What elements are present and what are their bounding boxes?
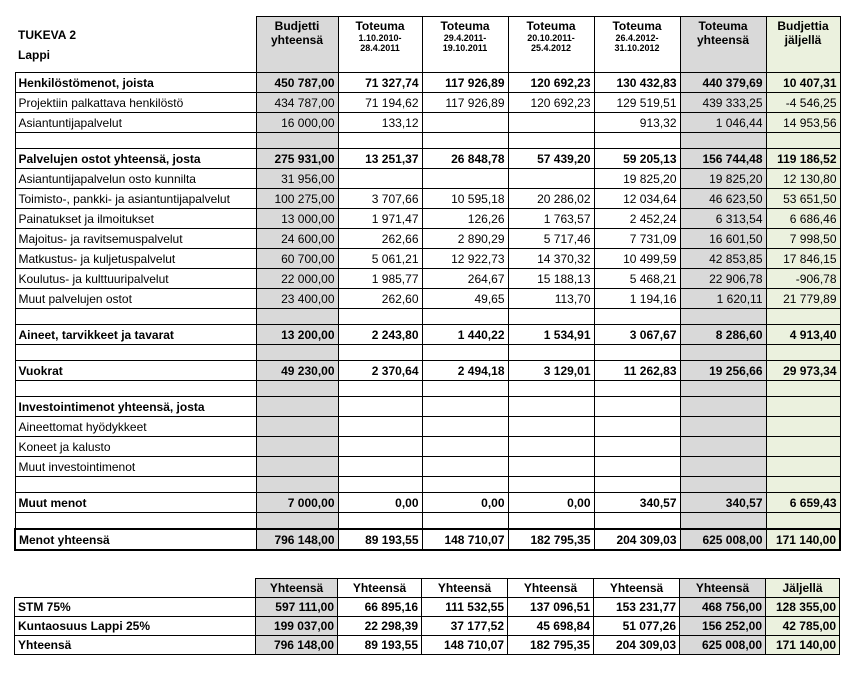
value-cell[interactable]	[256, 417, 338, 437]
empty-cell[interactable]	[594, 309, 680, 325]
summary-value-cell[interactable]: 66 895,16	[338, 598, 422, 617]
empty-cell[interactable]	[338, 381, 422, 397]
value-cell[interactable]: 3 707,66	[338, 189, 422, 209]
value-cell[interactable]	[508, 113, 594, 133]
table-row	[15, 325, 840, 345]
title-cell[interactable]	[15, 17, 256, 73]
value-cell[interactable]: 19 825,20	[680, 169, 766, 189]
empty-cell[interactable]	[422, 345, 508, 361]
value-cell[interactable]: 0,00	[508, 493, 594, 513]
column-header[interactable]	[594, 17, 680, 73]
summary-value-cell[interactable]: 137 096,51	[508, 598, 594, 617]
value-cell[interactable]	[508, 417, 594, 437]
value-cell[interactable]: 171 140,00	[766, 529, 840, 550]
empty-cell[interactable]	[680, 345, 766, 361]
value-cell[interactable]	[338, 457, 422, 477]
value-cell[interactable]	[256, 437, 338, 457]
value-cell[interactable]: 117 926,89	[422, 73, 508, 93]
table-row	[15, 229, 840, 249]
value-cell[interactable]	[422, 169, 508, 189]
empty-cell[interactable]	[508, 345, 594, 361]
summary-value-cell[interactable]: 37 177,52	[422, 617, 508, 636]
value-cell[interactable]: 24 600,00	[256, 229, 338, 249]
value-cell[interactable]: 21 779,89	[766, 289, 840, 309]
value-cell[interactable]: 20 286,02	[508, 189, 594, 209]
value-cell[interactable]: 2 370,64	[338, 361, 422, 381]
row-label[interactable]: Muut menot	[15, 493, 256, 513]
table-row	[15, 493, 840, 513]
empty-cell[interactable]	[15, 309, 256, 325]
value-cell[interactable]: 11 262,83	[594, 361, 680, 381]
value-cell[interactable]	[422, 113, 508, 133]
value-cell[interactable]: 1 534,91	[508, 325, 594, 345]
value-cell[interactable]: 5 061,21	[338, 249, 422, 269]
value-cell[interactable]: 26 848,78	[422, 149, 508, 169]
value-cell[interactable]	[680, 457, 766, 477]
value-cell[interactable]	[338, 397, 422, 417]
value-cell[interactable]: 15 188,13	[508, 269, 594, 289]
summary-row-label[interactable]: Kuntaosuus Lappi 25%	[15, 617, 256, 636]
empty-cell[interactable]	[256, 133, 338, 149]
blank-row	[15, 309, 840, 325]
value-cell[interactable]: 262,60	[338, 289, 422, 309]
row-label[interactable]: Projektiin palkattava henkilöstö	[15, 93, 256, 113]
value-cell[interactable]	[766, 457, 840, 477]
summary-row	[15, 598, 840, 617]
funding-table	[14, 578, 840, 655]
row-label[interactable]: Menot yhteensä	[15, 529, 256, 550]
row-label[interactable]: Matkustus- ja kuljetuspalvelut	[15, 249, 256, 269]
value-cell[interactable]: 262,66	[338, 229, 422, 249]
column-header[interactable]	[338, 17, 422, 73]
summary-column-header[interactable]: Yhteensä	[594, 579, 680, 598]
table-row	[15, 457, 840, 477]
value-cell[interactable]	[594, 397, 680, 417]
value-cell[interactable]	[766, 437, 840, 457]
value-cell[interactable]: 53 651,50	[766, 189, 840, 209]
value-cell[interactable]: 1 440,22	[422, 325, 508, 345]
value-cell[interactable]: 10 595,18	[422, 189, 508, 209]
blank-row	[15, 381, 840, 397]
empty-cell[interactable]	[680, 309, 766, 325]
value-cell[interactable]	[338, 437, 422, 457]
summary-value-cell[interactable]: 89 193,55	[338, 636, 422, 655]
value-cell[interactable]	[508, 169, 594, 189]
table-row	[15, 361, 840, 381]
empty-cell[interactable]	[508, 477, 594, 493]
summary-value-cell[interactable]: 468 756,00	[680, 598, 766, 617]
value-cell[interactable]: 10 499,59	[594, 249, 680, 269]
value-cell[interactable]: 2 243,80	[338, 325, 422, 345]
value-cell[interactable]: 16 000,00	[256, 113, 338, 133]
value-cell[interactable]: 6 686,46	[766, 209, 840, 229]
region-label: Lappi	[18, 48, 50, 63]
summary-value-cell[interactable]: 22 298,39	[338, 617, 422, 636]
row-label[interactable]: Koneet ja kalusto	[15, 437, 256, 457]
value-cell[interactable]: 57 439,20	[508, 149, 594, 169]
value-cell[interactable]: 8 286,60	[680, 325, 766, 345]
table-row	[15, 209, 840, 229]
value-cell[interactable]: 5 468,21	[594, 269, 680, 289]
value-cell[interactable]	[680, 437, 766, 457]
value-cell[interactable]: 1 763,57	[508, 209, 594, 229]
value-cell[interactable]: 23 400,00	[256, 289, 338, 309]
empty-cell[interactable]	[15, 133, 256, 149]
summary-value-cell[interactable]: 625 008,00	[680, 636, 766, 655]
value-cell[interactable]: 19 825,20	[594, 169, 680, 189]
summary-row	[15, 617, 840, 636]
empty-cell[interactable]	[256, 381, 338, 397]
blank-row	[15, 513, 840, 530]
blank-row	[15, 133, 840, 149]
empty-cell[interactable]	[15, 477, 256, 493]
value-cell[interactable]: 31 956,00	[256, 169, 338, 189]
value-cell[interactable]: 12 922,73	[422, 249, 508, 269]
value-cell[interactable]: 42 853,85	[680, 249, 766, 269]
value-cell[interactable]: 4 913,40	[766, 325, 840, 345]
table-row	[15, 417, 840, 437]
header-row	[15, 17, 840, 73]
value-cell[interactable]	[508, 397, 594, 417]
empty-cell[interactable]	[766, 513, 840, 530]
column-header[interactable]	[256, 17, 338, 73]
summary-value-cell[interactable]: 182 795,35	[508, 636, 594, 655]
table-row	[15, 169, 840, 189]
value-cell[interactable]	[680, 417, 766, 437]
empty-cell[interactable]	[422, 381, 508, 397]
value-cell[interactable]: 264,67	[422, 269, 508, 289]
summary-corner-cell	[15, 579, 256, 598]
summary-value-cell[interactable]: 45 698,84	[508, 617, 594, 636]
value-cell[interactable]: 5 717,46	[508, 229, 594, 249]
column-header-line3: 19.10.2011	[442, 43, 488, 53]
value-cell[interactable]: 14 953,56	[766, 113, 840, 133]
row-label[interactable]: Koulutus- ja kulttuuripalvelut	[15, 269, 256, 289]
empty-cell[interactable]	[680, 513, 766, 530]
value-cell[interactable]: 119 186,52	[766, 149, 840, 169]
value-cell[interactable]: 46 623,50	[680, 189, 766, 209]
value-cell[interactable]	[256, 457, 338, 477]
summary-value-cell[interactable]: 51 077,26	[594, 617, 680, 636]
empty-cell[interactable]	[15, 381, 256, 397]
table-row	[15, 73, 840, 93]
summary-value-cell[interactable]: 156 252,00	[680, 617, 766, 636]
column-header-line1: Toteuma	[526, 19, 576, 33]
empty-cell[interactable]	[256, 309, 338, 325]
column-header-line2: 29.4.2011-	[443, 33, 487, 43]
empty-cell[interactable]	[680, 477, 766, 493]
value-cell[interactable]: 19 256,66	[680, 361, 766, 381]
value-cell[interactable]: 1 194,16	[594, 289, 680, 309]
empty-cell[interactable]	[338, 513, 422, 530]
value-cell[interactable]: -906,78	[766, 269, 840, 289]
row-label[interactable]: Asiantuntijapalvelun osto kunnilta	[15, 169, 256, 189]
empty-cell[interactable]	[508, 133, 594, 149]
empty-cell[interactable]	[766, 309, 840, 325]
value-cell[interactable]: 17 846,15	[766, 249, 840, 269]
value-cell[interactable]: 7 000,00	[256, 493, 338, 513]
summary-column-header[interactable]: Jäljellä	[766, 579, 840, 598]
summary-row-label[interactable]: Yhteensä	[15, 636, 256, 655]
empty-cell[interactable]	[508, 513, 594, 530]
value-cell[interactable]: 60 700,00	[256, 249, 338, 269]
value-cell[interactable]: 6 659,43	[766, 493, 840, 513]
value-cell[interactable]: 71 327,74	[338, 73, 422, 93]
value-cell[interactable]: 129 519,51	[594, 93, 680, 113]
sheet-title: TUKEVA 2	[18, 28, 77, 43]
value-cell[interactable]: 13 251,37	[338, 149, 422, 169]
row-label[interactable]: Henkilöstömenot, joista	[15, 73, 256, 93]
value-cell[interactable]: 156 744,48	[680, 149, 766, 169]
empty-cell[interactable]	[594, 133, 680, 149]
value-cell[interactable]	[256, 397, 338, 417]
value-cell[interactable]: 796 148,00	[256, 529, 338, 550]
column-header-line1: Budjettia	[777, 19, 829, 33]
summary-value-cell[interactable]: 204 309,03	[594, 636, 680, 655]
value-cell[interactable]: 439 333,25	[680, 93, 766, 113]
table-row	[15, 397, 840, 417]
value-cell[interactable]	[508, 437, 594, 457]
summary-column-header[interactable]: Yhteensä	[256, 579, 338, 598]
summary-value-cell[interactable]: 111 532,55	[422, 598, 508, 617]
value-cell[interactable]: 340,57	[680, 493, 766, 513]
row-label[interactable]: Aineet, tarvikkeet ja tavarat	[15, 325, 256, 345]
row-label[interactable]: Palvelujen ostot yhteensä, josta	[15, 149, 256, 169]
table-row	[15, 149, 840, 169]
value-cell[interactable]	[594, 457, 680, 477]
column-header[interactable]	[422, 17, 508, 73]
column-header-line2: yhteensä	[696, 33, 750, 47]
row-label[interactable]: Muut investointimenot	[15, 457, 256, 477]
value-cell[interactable]: 12 034,64	[594, 189, 680, 209]
empty-cell[interactable]	[422, 513, 508, 530]
empty-cell[interactable]	[15, 513, 256, 530]
empty-cell[interactable]	[338, 345, 422, 361]
value-cell[interactable]: 126,26	[422, 209, 508, 229]
value-cell[interactable]: 120 692,23	[508, 93, 594, 113]
empty-cell[interactable]	[594, 345, 680, 361]
value-cell[interactable]	[338, 417, 422, 437]
row-label[interactable]: Toimisto-, pankki- ja asiantuntijapalvelut	[15, 189, 256, 209]
value-cell[interactable]: 89 193,55	[338, 529, 422, 550]
column-header-line2: 1.10.2010-	[358, 33, 402, 43]
table-row	[15, 189, 840, 209]
column-header-line3: 31.10.2012	[614, 43, 660, 53]
empty-cell[interactable]	[766, 381, 840, 397]
summary-value-cell[interactable]: 199 037,00	[256, 617, 338, 636]
row-label[interactable]: Painatukset ja ilmoitukset	[15, 209, 256, 229]
summary-value-cell[interactable]: 128 355,00	[766, 598, 840, 617]
empty-cell[interactable]	[508, 381, 594, 397]
row-label[interactable]: Vuokrat	[15, 361, 256, 381]
column-header[interactable]	[680, 17, 766, 73]
value-cell[interactable]: 3 129,01	[508, 361, 594, 381]
row-label[interactable]: Majoitus- ja ravitsemuspalvelut	[15, 229, 256, 249]
value-cell[interactable]	[422, 457, 508, 477]
table-row	[15, 249, 840, 269]
column-header-line2: yhteensä	[270, 33, 324, 47]
table-row	[15, 269, 840, 289]
value-cell[interactable]: 59 205,13	[594, 149, 680, 169]
value-cell[interactable]: 113,70	[508, 289, 594, 309]
empty-cell[interactable]	[766, 133, 840, 149]
summary-column-header[interactable]: Yhteensä	[508, 579, 594, 598]
column-header-line3: 25.4.2012	[530, 43, 572, 53]
row-label[interactable]: Investointimenot yhteensä, josta	[15, 397, 256, 417]
value-cell[interactable]: 22 906,78	[680, 269, 766, 289]
value-cell[interactable]: 182 795,35	[508, 529, 594, 550]
value-cell[interactable]: 117 926,89	[422, 93, 508, 113]
value-cell[interactable]	[422, 437, 508, 457]
value-cell[interactable]: 133,12	[338, 113, 422, 133]
value-cell[interactable]: 29 973,34	[766, 361, 840, 381]
summary-column-header[interactable]: Yhteensä	[422, 579, 508, 598]
value-cell[interactable]: 120 692,23	[508, 73, 594, 93]
value-cell[interactable]: 2 890,29	[422, 229, 508, 249]
column-header-line3: 28.4.2011	[360, 43, 400, 53]
value-cell[interactable]: 14 370,32	[508, 249, 594, 269]
summary-column-header[interactable]: Yhteensä	[338, 579, 422, 598]
empty-cell[interactable]	[680, 381, 766, 397]
value-cell[interactable]: 440 379,69	[680, 73, 766, 93]
value-cell[interactable]: 340,57	[594, 493, 680, 513]
empty-cell[interactable]	[15, 345, 256, 361]
blank-row	[15, 477, 840, 493]
summary-value-cell[interactable]: 796 148,00	[256, 636, 338, 655]
value-cell[interactable]: 2 452,24	[594, 209, 680, 229]
value-cell[interactable]: 12 130,80	[766, 169, 840, 189]
empty-cell[interactable]	[594, 477, 680, 493]
column-header[interactable]	[508, 17, 594, 73]
total-row	[15, 529, 840, 550]
empty-cell[interactable]	[594, 381, 680, 397]
summary-value-cell[interactable]: 153 231,77	[594, 598, 680, 617]
value-cell[interactable]: 1 046,44	[680, 113, 766, 133]
value-cell[interactable]: 3 067,67	[594, 325, 680, 345]
empty-cell[interactable]	[256, 477, 338, 493]
table-row	[15, 289, 840, 309]
row-label[interactable]: Aineettomat hyödykkeet	[15, 417, 256, 437]
empty-cell[interactable]	[508, 309, 594, 325]
value-cell[interactable]: 1 620,11	[680, 289, 766, 309]
value-cell[interactable]: 1 985,77	[338, 269, 422, 289]
value-cell[interactable]: 100 275,00	[256, 189, 338, 209]
blank-row	[15, 345, 840, 361]
value-cell[interactable]: 22 000,00	[256, 269, 338, 289]
empty-cell[interactable]	[422, 133, 508, 149]
empty-cell[interactable]	[422, 309, 508, 325]
value-cell[interactable]: 148 710,07	[422, 529, 508, 550]
summary-row	[15, 636, 840, 655]
value-cell[interactable]: 1 971,47	[338, 209, 422, 229]
column-header-line2: jäljellä	[784, 33, 822, 47]
value-cell[interactable]: 10 407,31	[766, 73, 840, 93]
summary-header-row	[15, 579, 840, 598]
value-cell[interactable]: 130 432,83	[594, 73, 680, 93]
table-row	[15, 113, 840, 133]
value-cell[interactable]: 13 200,00	[256, 325, 338, 345]
column-header-line1: Toteuma	[612, 19, 662, 33]
value-cell[interactable]	[594, 437, 680, 457]
empty-cell[interactable]	[766, 477, 840, 493]
value-cell[interactable]: 204 309,03	[594, 529, 680, 550]
value-cell[interactable]: 275 931,00	[256, 149, 338, 169]
table-row	[15, 93, 840, 113]
value-cell[interactable]: 49,65	[422, 289, 508, 309]
value-cell[interactable]: 13 000,00	[256, 209, 338, 229]
value-cell[interactable]: 0,00	[338, 493, 422, 513]
column-header[interactable]	[766, 17, 840, 73]
value-cell[interactable]: 0,00	[422, 493, 508, 513]
value-cell[interactable]: 913,32	[594, 113, 680, 133]
column-header-line1: Budjetti	[274, 19, 320, 33]
column-header-line1: Toteuma	[440, 19, 490, 33]
value-cell[interactable]	[338, 169, 422, 189]
summary-value-cell[interactable]: 597 111,00	[256, 598, 338, 617]
value-cell[interactable]: 49 230,00	[256, 361, 338, 381]
value-cell[interactable]: 7 731,09	[594, 229, 680, 249]
empty-cell[interactable]	[422, 477, 508, 493]
column-header-line1: Toteuma	[355, 19, 405, 33]
table-row	[15, 437, 840, 457]
value-cell[interactable]	[508, 457, 594, 477]
summary-value-cell[interactable]: 148 710,07	[422, 636, 508, 655]
value-cell[interactable]	[594, 417, 680, 437]
summary-column-header[interactable]: Yhteensä	[680, 579, 766, 598]
summary-row-label[interactable]: STM 75%	[15, 598, 256, 617]
column-header-line2: 26.4.2012-	[615, 33, 659, 43]
value-cell[interactable]: 6 313,54	[680, 209, 766, 229]
budget-table	[14, 16, 841, 551]
empty-cell[interactable]	[256, 513, 338, 530]
empty-cell[interactable]	[338, 133, 422, 149]
column-header-line1: Toteuma	[698, 19, 748, 33]
value-cell[interactable]: 625 008,00	[680, 529, 766, 550]
value-cell[interactable]	[422, 417, 508, 437]
empty-cell[interactable]	[766, 345, 840, 361]
value-cell[interactable]	[680, 397, 766, 417]
value-cell[interactable]: 2 494,18	[422, 361, 508, 381]
row-label[interactable]: Muut palvelujen ostot	[15, 289, 256, 309]
empty-cell[interactable]	[338, 309, 422, 325]
empty-cell[interactable]	[338, 477, 422, 493]
empty-cell[interactable]	[680, 133, 766, 149]
column-header-line2: 20.10.2011-	[527, 33, 575, 43]
value-cell[interactable]: 71 194,62	[338, 93, 422, 113]
summary-value-cell[interactable]: 171 140,00	[766, 636, 840, 655]
value-cell[interactable]: -4 546,25	[766, 93, 840, 113]
row-label[interactable]: Asiantuntijapalvelut	[15, 113, 256, 133]
value-cell[interactable]	[422, 397, 508, 417]
value-cell[interactable]	[766, 397, 840, 417]
empty-cell[interactable]	[594, 513, 680, 530]
value-cell[interactable]: 7 998,50	[766, 229, 840, 249]
summary-value-cell[interactable]: 42 785,00	[766, 617, 840, 636]
value-cell[interactable]: 434 787,00	[256, 93, 338, 113]
empty-cell[interactable]	[256, 345, 338, 361]
value-cell[interactable]	[766, 417, 840, 437]
value-cell[interactable]: 16 601,50	[680, 229, 766, 249]
value-cell[interactable]: 450 787,00	[256, 73, 338, 93]
